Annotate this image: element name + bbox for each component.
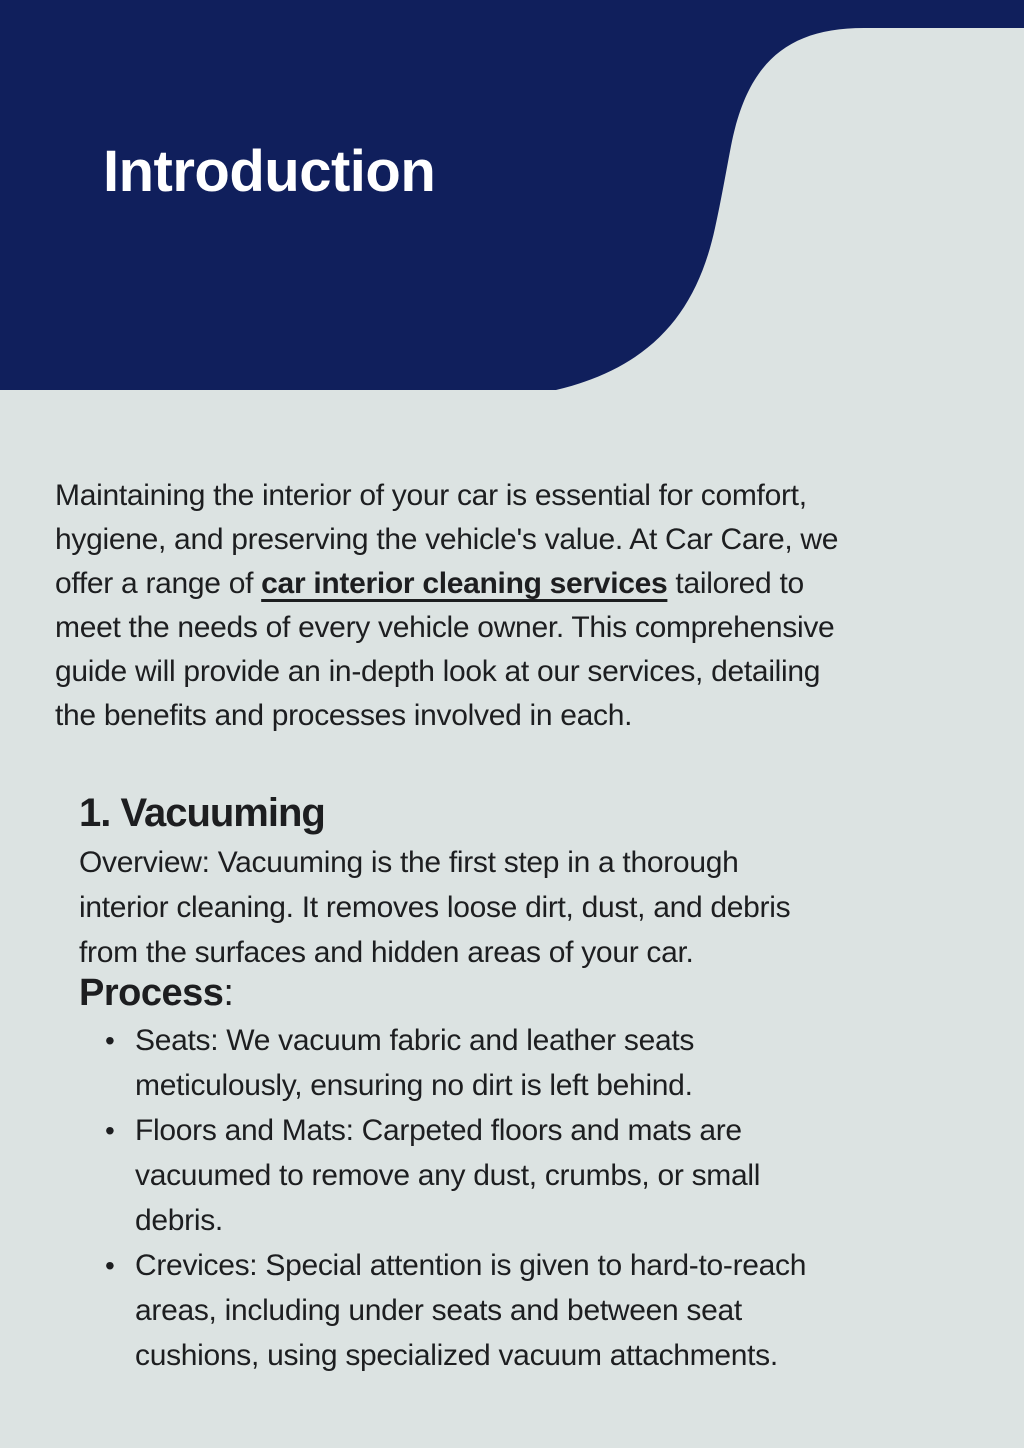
intro-line: hygiene, and preserving the vehicle's value. At Car Care, we: [55, 523, 839, 556]
bullet-line: meticulously, ensuring no dirt is left behind.: [135, 1069, 693, 1102]
bullet-item-crevices: [105, 1243, 806, 1378]
bullet-line: cushions, using specialized vacuum attachments.: [135, 1339, 778, 1372]
section-heading-vacuuming: 1. Vacuuming: [79, 791, 325, 835]
bullet-text: [135, 1018, 694, 1108]
intro-line-pre: offer a range of: [55, 567, 262, 600]
intro-line: guide will provide an in-depth look at our services, detailing: [55, 655, 821, 688]
intro-line: Maintaining the interior of your car is essential for comfort,: [55, 479, 807, 512]
bullet-dot-icon: •: [105, 1250, 115, 1281]
overview-line: Overview: Vacuuming is the first step in a thorough: [79, 846, 739, 879]
vacuuming-overview: [79, 840, 790, 975]
intro-line-post: tailored to: [667, 567, 804, 600]
process-bullet-list: [105, 1018, 806, 1378]
bullet-text: [135, 1108, 760, 1243]
overview-line: interior cleaning. It removes loose dirt, dust, and debris: [79, 891, 791, 924]
overview-line: from the surfaces and hidden areas of your car.: [79, 936, 694, 969]
bullet-line: Floors and Mats: Carpeted floors and mats are: [135, 1114, 742, 1147]
intro-paragraph: [55, 474, 838, 738]
bullet-line: vacuumed to remove any dust, crumbs, or small: [135, 1159, 761, 1192]
vacuuming-section: [79, 789, 790, 1017]
page-title: Introduction: [103, 139, 436, 204]
bullet-text: [135, 1243, 806, 1378]
bullet-line: debris.: [135, 1204, 223, 1237]
intro-line: meet the needs of every vehicle owner. This comprehensive: [55, 611, 835, 644]
bullet-dot-icon: •: [105, 1025, 115, 1056]
process-word: Process: [79, 972, 224, 1014]
bullet-line: Crevices: Special attention is given to hard-to-reach: [135, 1249, 807, 1282]
process-colon: :: [223, 972, 234, 1014]
bullet-line: areas, including under seats and between seat: [135, 1294, 742, 1327]
bullet-item-seats: [105, 1018, 806, 1108]
interior-cleaning-services-link[interactable]: car interior cleaning services: [261, 567, 668, 600]
intro-line: [55, 562, 838, 606]
bullet-line: Seats: We vacuum fabric and leather seats: [135, 1024, 695, 1057]
bullet-dot-icon: •: [105, 1115, 115, 1146]
bullet-item-floors-mats: [105, 1108, 806, 1243]
process-label: [79, 969, 790, 1017]
intro-line: the benefits and processes involved in each.: [55, 699, 633, 732]
